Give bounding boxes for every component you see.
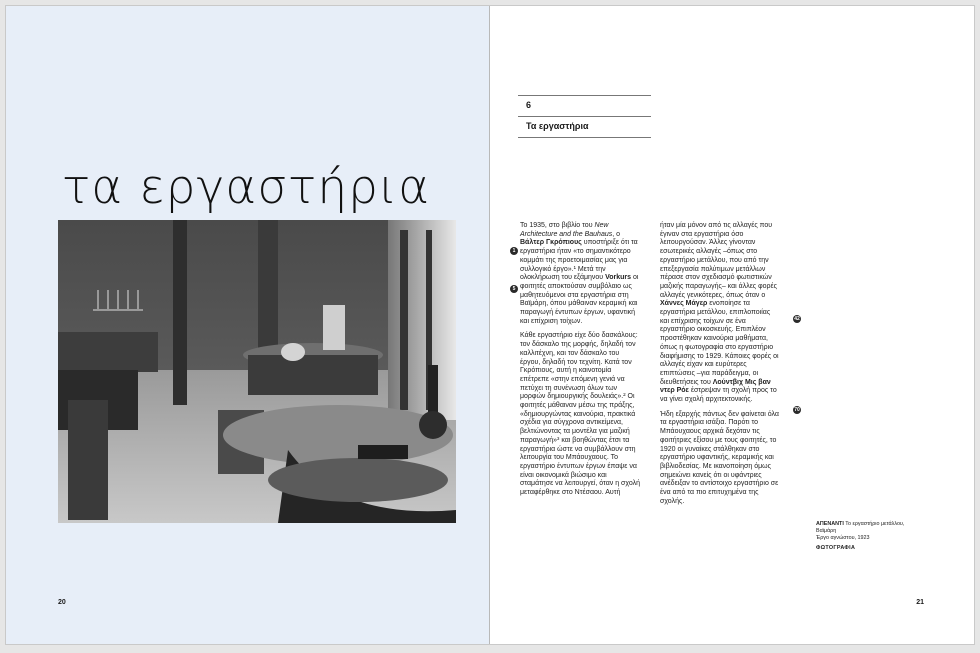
- page-number-left: 20: [58, 599, 66, 606]
- caption-line2: Έργο αγνώστου, 1923: [816, 535, 870, 541]
- person-name: Λούντβιχ Μις βαν ντερ Ρόε: [660, 378, 771, 395]
- book-spread: [6, 6, 974, 644]
- page-title: τα εργαστήρια: [62, 160, 431, 215]
- right-page: [490, 6, 974, 644]
- text-column-1: [520, 222, 641, 504]
- left-page: [6, 6, 490, 644]
- paragraph: ήταν μία μόνον από τις αλλαγές που έγιναν στα εργαστήρια όσο λειτουργούσαν. Άλλες γίνονταν εσωτερικές αλλαγές –όπως στο εργαστήριο μετάλλου, που από την επεξεργασία πολύτιμων μετάλλων πέρασε στον σχεδιασμό φωτιστικών μαζικής παραγωγής– και άλλες φορές αλλαγές γενικότερες, όπως όταν ο Χάννες Μάγερ ενοποίησε τα εργαστήρια μετάλλου, επιπλοποιίας και επίχρισης τοίχων σε ένα εργαστήριο οικοσκευής. Επιπλέον προστέθηκαν καινούρια μαθήματα, όπως η φωτογραφία στο εργαστήριο διαφήμισης το 1929. Κάποιες φορές οι αλλαγές είχαν και ευρύτερες επιπτώσεις –για παράδειγμα, οι διευθετήσεις του Λούντβιχ Μις βαν ντερ Ρόε έστρεψαν τη σχολή προς το να γίνει σχολή αρχιτεκτονικής.: [660, 222, 779, 404]
- caption-label: ΑΠΕΝΑΝΤΙ: [816, 521, 844, 527]
- chapter-title: Τα εργαστήρια: [526, 121, 589, 131]
- caption-credit: ΦΩΤΟΓΡΑΦΙΑ: [816, 545, 856, 551]
- workshop-photo: [58, 220, 456, 523]
- person-name: Χάννες Μάγερ: [660, 300, 708, 308]
- workshop-photo-image: [58, 220, 456, 523]
- chapter-heading: [518, 95, 651, 138]
- book-title: New Architecture and the Bauhaus: [520, 222, 613, 238]
- margin-marker: 5: [510, 285, 518, 293]
- text-column-2: [660, 222, 781, 513]
- photo-caption: [816, 521, 914, 552]
- divider: [518, 137, 651, 138]
- term: Vorkurs: [605, 274, 632, 282]
- paragraph: Κάθε εργαστήριο είχε δύο δασκάλους: τον δάσκαλο της μορφής, δηλαδή τον καλλιτέχνη, και τον δάσκαλο του έργου, δηλαδή τον τεχνίτη. Κατά τον Γκρόπιους, αυτή η καινοτομία επέτρεπε «στην επόμενη γενιά να πετύχει τη συνένωση όλων των μορφών δημιουργικής δουλειάς».² Οι φοιτητές μάθαιναν μέσω της πράξης, «δημιουργώντας καινούρια, πρακτικά σχέδια για σύγχρονα αντικείμενα, βελτιώνοντας τα μοντέλα για μαζική παραγωγή»³ και βοηθώντας έτσι τα εργαστήρια ώστε να συμβάλλουν στη λειτουργία του Μπάουχαους. Το εργαστήριο έντυπων έργων έπαψε να είναι οικονομικά βιώσιμο και σταμάτησε να λειτουργεί, όταν η σχολή μεταφέρθηκε στο Ντέσαου. Αυτή: [520, 332, 641, 497]
- margin-marker: 1: [510, 247, 518, 255]
- paragraph: Ήδη εξαρχής πάντως δεν φαίνεται όλα τα εργαστήρια ισάξια. Παρότι το Μπάουχαους αρχικά δεχόταν τις φοιτήτριες εξίσου με τους φοιτητές, το 1920 οι γυναίκες στάλθηκαν στο εργαστήριο υφαντικής, κεραμικής και βιβλιοδεσίας. Με ικανοποίηση όμως σημειώνει κανείς ότι οι υφάντριες ανέδειξαν το αντίστοιχο εργαστήριο σε ένα από τα πιο επιτυχημένα της σχολής.: [660, 410, 779, 505]
- chapter-number: 6: [526, 100, 532, 110]
- divider: [518, 95, 651, 96]
- margin-marker: 70: [794, 407, 800, 413]
- page-number-right: 21: [916, 599, 924, 606]
- person-name: Βάλτερ Γκρόπιους: [520, 239, 582, 247]
- margin-marker: 42: [794, 316, 800, 322]
- paragraph: Το 1935, στο βιβλίο του New Architecture and the Bauhaus, ο Βάλτερ Γκρόπιους υποστήριξε ότι τα εργαστήρια ήταν «το σημαντικότερο κομμάτι της προετοιμασίας μας για συλλογικό έργο».¹ Μετά την ολοκλήρωση του εξάμηνου Vorkurs οι φοιτητές αποκτούσαν συμβόλαιο ως μαθητευόμενοι στα εργαστήρια στη Βαϊμάρη, όπου μάθαιναν κεραμική και παραγωγή έντυπων έργων, υφαντική και επίχριση τοίχων.: [520, 222, 639, 325]
- divider: [518, 116, 651, 117]
- caption-text: ΑΠΕΝΑΝΤΙ Το εργαστήριο μετάλλου, Βαϊμάρη: [816, 521, 905, 534]
